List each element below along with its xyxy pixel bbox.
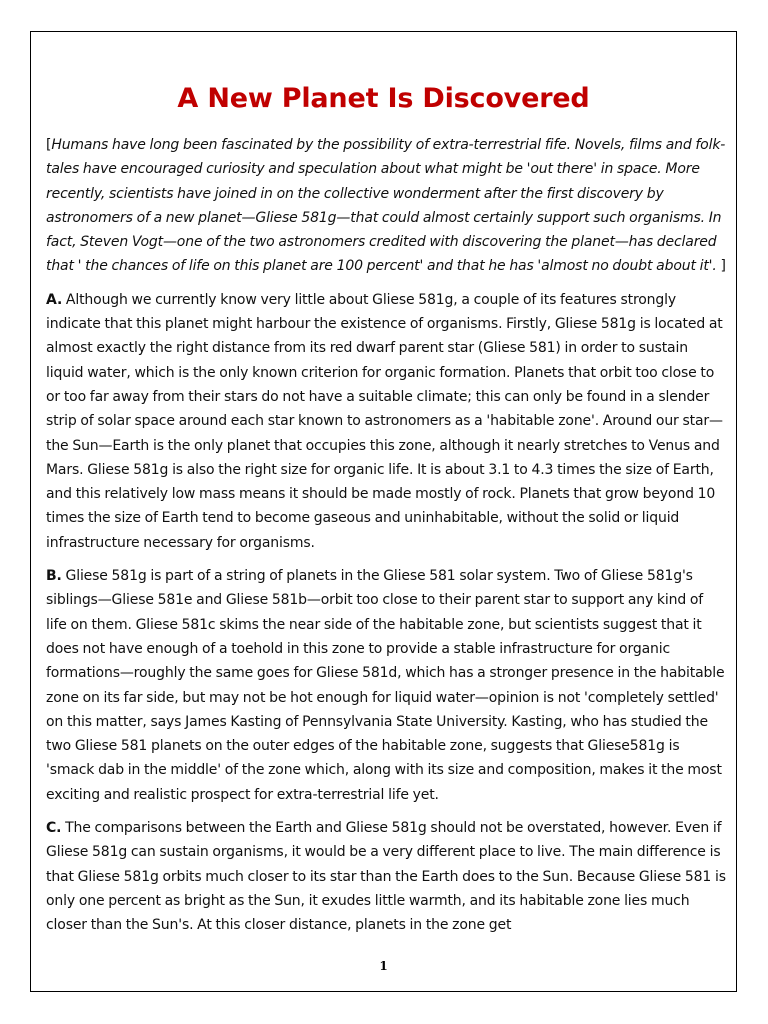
paragraph-a-label: A. [46,291,63,308]
intro-text: Humans have long been fascinated by the possibility of extra-terrestrial fife. Novels, films and folk-tales have encouraged curiosity and speculation about what might be 'out there' in space. More recently, scientists have joined in on the collective wonderment after the first discovery by astronomers of a new planet—Gliese 581g—that could almost certainly support such organisms. In fact, Steven Vogt—one of the two astronomers credited with discovering the planet—has declared that ' the chances of life on this planet are 100 percent' and that he has 'almost no doubt about it'. [46,137,726,275]
paragraph-b-text: Gliese 581g is part of a string of planets in the Gliese 581 solar system. Two of Gliese 581g's siblings—Gliese 581e and Gliese 581b—orbit too close to their parent star to support any kind of life on them. Gliese 581c skims the near side of the habitable zone, but scientists suggest that it does not have enough of a toehold in this zone to provide a stable infrastructure for organic formations—roughly the same goes for Gliese 581d, which has a stronger presence in the habitable zone on its far side, but may not be hot enough for liquid water—opinion is not 'completely settled' on this matter, says James Kasting of Pennsylvania State University. Kasting, who has studied the two Gliese 581 planets on the outer edges of the habitable zone, suggests that Gliese581g is 'smack dab in the middle' of the zone which, along with its size and composition, makes it the most exciting and realistic prospect for extra-terrestrial life yet. [46,568,725,803]
page-number: 1 [379,959,388,973]
paragraph-a-text: Although we currently know very little about Gliese 581g, a couple of its features strongly indicate that this planet might harbour the existence of organisms. Firstly, Gliese 581g is located at almost exactly the right distance from its red dwarf parent star (Gliese 581) in order to sustain liquid water, which is the only known criterion for organic formation. Planets that orbit too close to or too far away from their stars do not have a suitable climate; this can only be found in a slender strip of solar space around each star known to astronomers as a 'habitable zone'. Around our star—the Sun—Earth is the only planet that occupies this zone, although it nearly stretches to Venus and Mars. Gliese 581g is also the right size for organic life. It is about 3.1 to 4.3 times the size of Earth, and this relatively low mass means it should be made mostly of rock. Planets that grow beyond 10 times the size of Earth tend to become gaseous and uninhabitable, without the solid or liquid infrastructure necessary for organisms. [46,291,723,551]
paragraph-b [46,564,726,807]
document-title: A New Planet Is Discovered [177,83,590,114]
intro-close-bracket: ] [716,258,726,275]
paragraph-b-label: B. [46,568,62,585]
paragraph-c-text: The comparisons between the Earth and Gliese 581g should not be overstated, however. Even if Gliese 581g can sustain organisms, it would be a very different place to live. The main difference is that Gliese 581g orbits much closer to its star than the Earth does to the Sun. Because Gliese 581 is only one percent as bright as the Sun, it exudes little warmth, and its habitable zone lies much closer than the Sun's. At this closer distance, planets in the zone get [46,820,726,934]
intro-open-bracket: [ [46,137,52,153]
document-page [30,31,737,992]
paragraph-c-label: C. [46,820,62,837]
intro-paragraph [46,133,726,279]
paragraph-a [46,288,726,555]
document-body [46,133,726,947]
paragraph-c [46,816,726,937]
